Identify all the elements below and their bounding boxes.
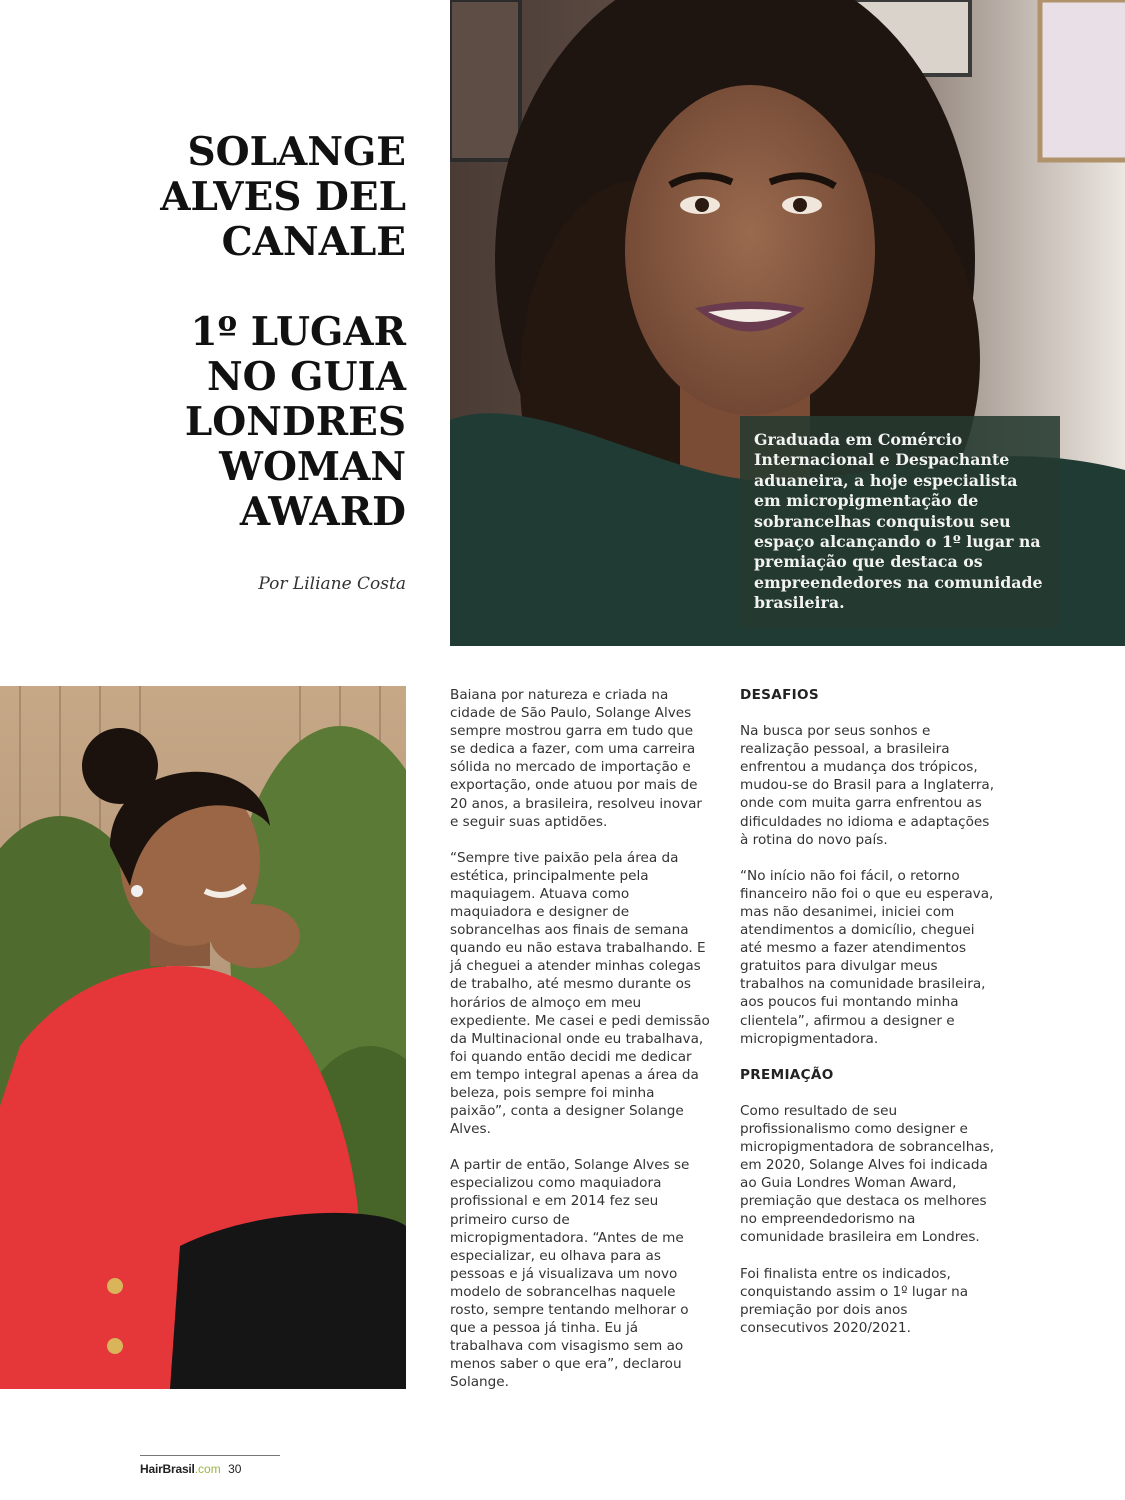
portrait-illustration bbox=[0, 686, 406, 1389]
article-title bbox=[140, 130, 406, 535]
photo-caption: Graduada em Comércio Internacional e Despachante aduaneira, a hoje especialista em micropigmentação de sobrancelhas conquistou seu espaço alcançando o 1º lugar na premiação que destaca os empreendedores na comunidade brasileira. bbox=[740, 416, 1060, 628]
footer-brand-domain: .com bbox=[194, 1462, 221, 1476]
title-line: ALVES DEL bbox=[160, 174, 406, 220]
byline: Por Liliane Costa bbox=[258, 574, 406, 594]
title-line: NO GUIA bbox=[206, 354, 406, 400]
footer-brand: HairBrasil bbox=[140, 1462, 195, 1476]
title-line: WOMAN bbox=[219, 444, 406, 490]
paragraph: “Sempre tive paixão pela área da estética, principalmente pela maquiagem. Atuava como maquiadora e designer de sobrancelhas aos finais de semana quando eu não estava trabalhando. E já cheguei a atender minhas colegas de trabalho, até mesmo durante os horários de almoço em meu expediente. Me casei e pedi demissão da Multinacional onde eu trabalhava, foi quando então decidi me dedicar em tempo integral apenas a área da beleza, pois sempre foi minha paixão”, conta a designer Solange Alves. bbox=[450, 849, 710, 1138]
title-subheadline bbox=[140, 310, 406, 535]
page-footer bbox=[140, 1462, 241, 1476]
paragraph: Foi finalista entre os indicados, conquistando assim o 1º lugar na premiação por dois anos consecutivos 2020/2021. bbox=[740, 1265, 969, 1336]
title-line: AWARD bbox=[239, 489, 406, 535]
article-column-2 bbox=[740, 686, 1000, 1355]
paragraph: A partir de então, Solange Alves se especializou como maquiadora profissional e em 2014 fez seu primeiro curso de micropigmentadora. “Antes de me especializar, eu olhava para as pessoas e já visualizava um novo modelo de sobrancelhas naquele rosto, sempre tentando melhorar o que a pessoa já tinha. Eu já trabalhava com visagismo sem ao menos saber o que era”, declarou Solange. bbox=[450, 1157, 690, 1391]
paragraph: “No início não foi fácil, o retorno financeiro não foi o que eu esperava, mas não desanimei, iniciei com atendimentos a domicílio, cheguei até mesmo a fazer atendimentos gratuitos para divulgar meus trabalhos na comunidade brasileira, aos poucos fui montando minha clientela”, afirmou a designer e micropigmentadora. bbox=[740, 867, 994, 1047]
article-column-1 bbox=[450, 686, 710, 1409]
title-line: 1º LUGAR bbox=[190, 309, 406, 355]
title-name bbox=[140, 130, 406, 265]
paragraph: Na busca por seus sonhos e realização pessoal, a brasileira enfrentou a mudança dos trópicos, mudou-se do Brasil para a Inglaterra, onde com muita garra enfrentou as dificuldades no idioma e adaptações à rotina do novo país. bbox=[740, 723, 995, 848]
title-line: CANALE bbox=[221, 219, 406, 265]
section-heading-premiacao: PREMIAÇÃO bbox=[740, 1066, 834, 1083]
portrait-photo-left bbox=[0, 686, 406, 1389]
title-line: LONDRES bbox=[184, 399, 406, 445]
title-line: SOLANGE bbox=[187, 129, 406, 175]
paragraph: Como resultado de seu profissionalismo como designer e micropigmentadora de sobrancelhas, em 2020, Solange Alves foi indicada ao Guia Londres Woman Award, premiação que destaca os melhores no empreendedorismo na comunidade brasileira em Londres. bbox=[740, 1102, 995, 1246]
footer-rule bbox=[140, 1455, 280, 1456]
paragraph: Baiana por natureza e criada na cidade de São Paulo, Solange Alves sempre mostrou garra em tudo que se dedica a fazer, com uma carreira sólida no mercado de importação e exportação, onde atuou por mais de 20 anos, a brasileira, resolveu inovar e seguir suas aptidões. bbox=[450, 687, 702, 830]
page-number: 30 bbox=[228, 1462, 242, 1476]
section-heading-desafios: DESAFIOS bbox=[740, 687, 819, 703]
